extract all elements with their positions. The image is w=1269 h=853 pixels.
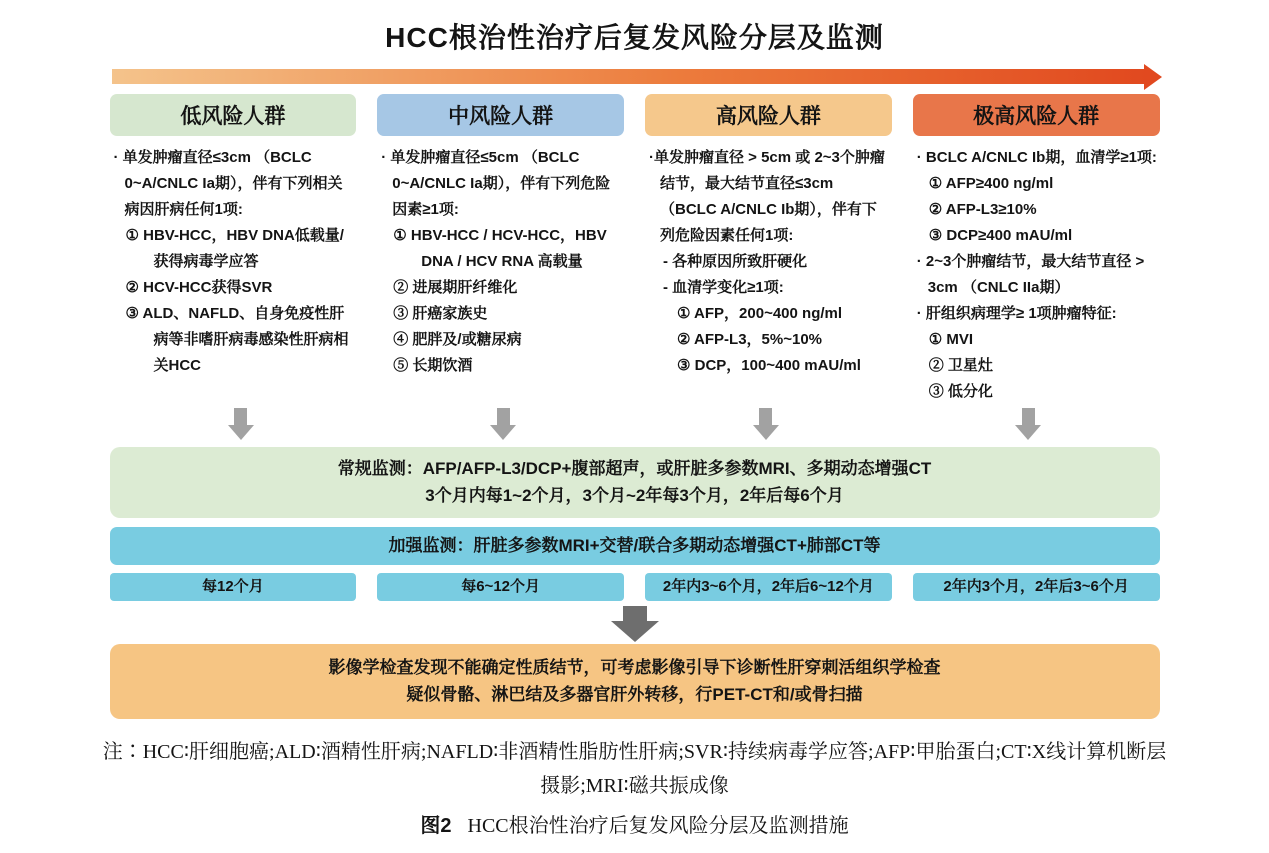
regular-monitoring-line2: 3个月内每1~2个月，3个月~2年每3个月，2年后每6个月 — [425, 486, 844, 505]
risk-column — [377, 94, 624, 405]
figure-caption — [0, 809, 1269, 838]
risk-criterion: ② AFP-L3，5%~10% — [677, 331, 823, 348]
risk-criterion: · BCLC A/CNLC Ib期，血清学≥1项: — [916, 149, 1157, 166]
biopsy-line2: 疑似骨骼、淋巴结及多器官肝外转移，行PET-CT和/或骨扫描 — [406, 685, 863, 704]
risk-criterion: ·单发肿瘤直径 > 5cm 或 2~3个肿瘤结节，最大结节直径≤3cm （BCLC A/CNLC Ib期），伴有下列危险因素任何1项: — [649, 149, 885, 244]
caption-text: HCC根治性治疗后复发风险分层及监测措施 — [467, 815, 849, 837]
risk-criterion: ③ 肝癌家族史 — [393, 305, 488, 322]
risk-criterion: ① MVI — [928, 331, 974, 348]
biopsy-banner — [110, 644, 1160, 719]
risk-criterion: ② 进展期肝纤维化 — [393, 279, 518, 296]
down-arrow-icon — [372, 408, 635, 440]
figure-footnote — [0, 735, 1269, 803]
biopsy-line1: 影像学检查发现不能确定性质结节，可考虑影像引导下诊断性肝穿刺活组织学检查 — [328, 658, 941, 677]
risk-criteria-list — [377, 136, 624, 405]
interval-box: 2年内3~6个月，2年后6~12个月 — [645, 573, 892, 601]
risk-columns — [110, 94, 1160, 405]
risk-criterion: ③ ALD、NAFLD、自身免疫性肝病等非嗜肝病毒感染性肝病相关HCC — [125, 305, 349, 374]
regular-monitoring-banner — [110, 447, 1160, 518]
risk-criteria-list — [110, 136, 357, 405]
risk-criterion: ③ 低分化 — [928, 383, 993, 400]
risk-group-header: 高风险人群 — [645, 94, 892, 136]
footnote-line1: 注∶HCC∶肝细胞癌;ALD∶酒精性肝病;NAFLD∶非酒精性脂肪性肝病;SVR∶持续病毒学应答;AFP∶甲胎蛋白;CT∶X线计算机断层 — [102, 741, 1167, 763]
timeline-arrow-icon — [112, 69, 1146, 84]
risk-criterion: ③ DCP≥400 mAU/ml — [928, 227, 1073, 244]
down-arrow-icon — [110, 606, 1160, 642]
interval-box: 2年内3个月，2年后3~6个月 — [913, 573, 1160, 601]
down-arrow-icon — [897, 408, 1160, 440]
risk-criterion: · 单发肿瘤直径≤3cm （BCLC 0~A/CNLC Ia期），伴有下列相关病因肝病任何1项: — [113, 149, 343, 218]
risk-criterion: ④ 肥胖及/或糖尿病 — [393, 331, 522, 348]
timeline-arrow-head — [1144, 64, 1162, 90]
risk-group-header: 中风险人群 — [377, 94, 624, 136]
figure-container — [110, 0, 1160, 719]
risk-group-header: 低风险人群 — [110, 94, 357, 136]
interval-box: 每6~12个月 — [377, 573, 624, 601]
risk-column — [110, 94, 357, 405]
risk-criterion: · 肝组织病理学≥ 1项肿瘤特征: — [916, 305, 1117, 322]
risk-criterion: ② AFP-L3≥10% — [928, 201, 1037, 218]
regular-monitoring-line1: 常规监测：AFP/AFP-L3/DCP+腹部超声，或肝脏多参数MRI、多期动态增强CT — [337, 459, 932, 478]
risk-criteria-list — [645, 136, 892, 405]
risk-criterion: ① AFP≥400 ng/ml — [928, 175, 1054, 192]
risk-criterion: ② 卫星灶 — [928, 357, 993, 374]
risk-criterion: ① AFP，200~400 ng/ml — [677, 305, 843, 322]
down-arrow-head — [611, 621, 659, 642]
risk-criterion: ① HBV-HCC / HCV-HCC，HBV DNA / HCV RNA 高载量 — [393, 227, 607, 270]
interval-box: 每12个月 — [110, 573, 357, 601]
interval-boxes-row — [110, 573, 1160, 601]
risk-criterion: · 2~3个肿瘤结节，最大结节直径 > 3cm （CNLC IIa期） — [916, 253, 1145, 296]
risk-column — [645, 94, 892, 405]
risk-criteria-list — [913, 136, 1160, 405]
risk-criterion: ② HCV-HCC获得SVR — [125, 279, 273, 296]
timeline-arrow-bar — [112, 69, 1146, 84]
risk-criterion: ① HBV-HCC，HBV DNA低载量/ 获得病毒学应答 — [125, 227, 344, 270]
down-arrow-icon — [635, 408, 898, 440]
footnote-line2: 摄影;MRI∶磁共振成像 — [540, 775, 729, 797]
risk-criterion: - 各种原因所致肝硬化 — [663, 253, 808, 270]
down-arrow-stem — [623, 606, 647, 621]
enhanced-monitoring-banner — [110, 527, 1160, 565]
enhanced-monitoring-line1: 加强监测：肝脏多参数MRI+交替/联合多期动态增强CT+肺部CT等 — [388, 536, 881, 555]
risk-criterion: - 血清学变化≥1项: — [663, 279, 784, 296]
column-arrows-row — [110, 408, 1160, 440]
caption-label: 图2 — [420, 815, 452, 837]
down-arrow-icon — [110, 408, 373, 440]
risk-group-header: 极高风险人群 — [913, 94, 1160, 136]
risk-criterion: ③ DCP，100~400 mAU/ml — [677, 357, 861, 374]
risk-criterion: · 单发肿瘤直径≤5cm （BCLC 0~A/CNLC Ia期），伴有下列危险因素≥1项: — [381, 149, 611, 218]
risk-criterion: ⑤ 长期饮酒 — [393, 357, 473, 374]
risk-column — [913, 94, 1160, 405]
figure-title: HCC根治性治疗后复发风险分层及监测 — [385, 22, 884, 53]
